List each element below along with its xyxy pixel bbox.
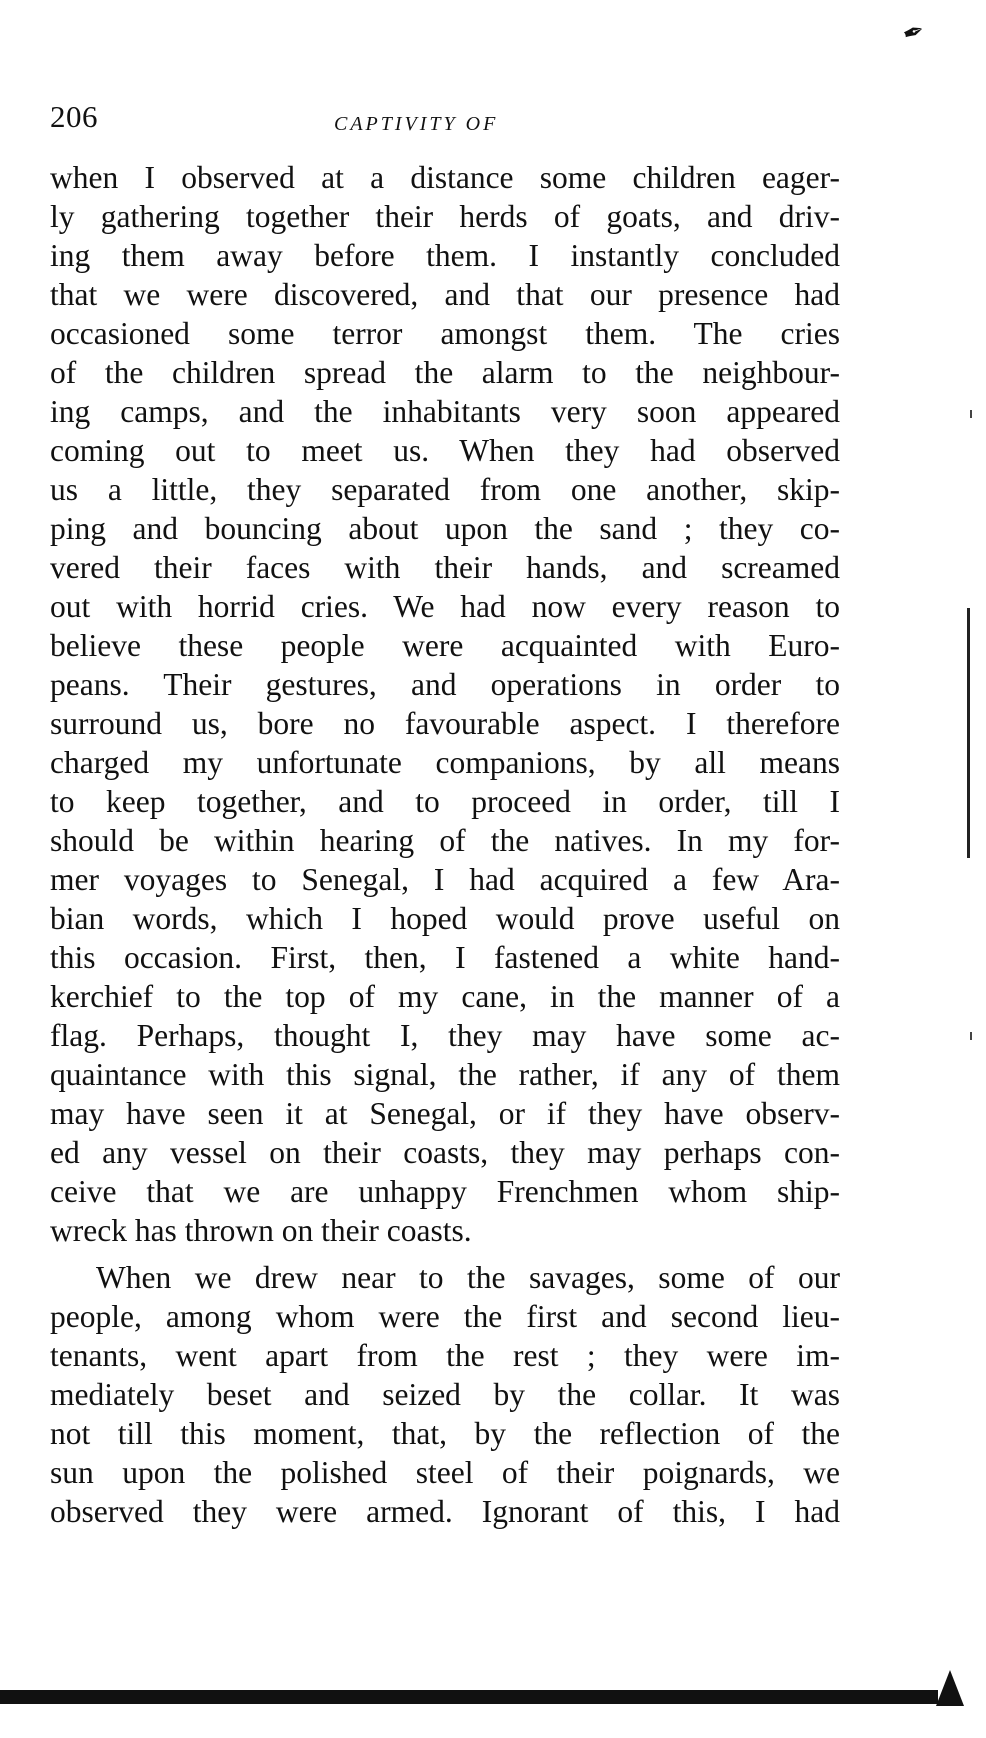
page-number: 206 — [50, 99, 98, 134]
text-line: ing camps, and the inhabitants very soon appeared — [50, 394, 840, 429]
margin-speck — [970, 1032, 972, 1040]
text-line: sun upon the polished steel of their poignards, we — [50, 1455, 840, 1490]
text-line: mer voyages to Senegal, I had acquired a few Ara- — [50, 862, 840, 897]
text-line: ping and bouncing about upon the sand ; they co- — [50, 511, 840, 546]
text-line: not till this moment, that, by the reflection of the — [50, 1416, 840, 1451]
paragraph-gap — [50, 1250, 840, 1258]
text-line: When we drew near to the savages, some of our — [96, 1260, 840, 1295]
page-edge-rule — [0, 1690, 938, 1704]
text-line: coming out to meet us. When they had observed — [50, 433, 840, 468]
text-line: vered their faces with their hands, and screamed — [50, 550, 840, 585]
text-line: peans. Their gestures, and operations in order to — [50, 667, 840, 702]
text-line: people, among whom were the first and second lieu- — [50, 1299, 840, 1334]
text-line: this occasion. First, then, I fastened a white hand- — [50, 940, 840, 975]
text-line: of the children spread the alarm to the neighbour- — [50, 355, 840, 390]
text-line: when I observed at a distance some children eager- — [50, 160, 840, 195]
text-line: that we were discovered, and that our presence had — [50, 277, 840, 312]
text-line: should be within hearing of the natives. In my for- — [50, 823, 840, 858]
text-line: may have seen it at Senegal, or if they have observ- — [50, 1096, 840, 1131]
text-line: ing them away before them. I instantly concluded — [50, 238, 840, 273]
text-line: kerchief to the top of my cane, in the manner of a — [50, 979, 840, 1014]
text-line: ceive that we are unhappy Frenchmen whom ship- — [50, 1174, 840, 1209]
text-line: flag. Perhaps, thought I, they may have some ac- — [50, 1018, 840, 1053]
text-line: observed they were armed. Ignorant of this, I had — [50, 1494, 840, 1529]
corner-ink-mark: ✒ — [898, 15, 929, 50]
text-line: wreck has thrown on their coasts. — [50, 1213, 472, 1248]
body-text — [50, 158, 840, 1531]
page-edge-mark — [936, 1670, 964, 1706]
text-line: ed any vessel on their coasts, they may perhaps con- — [50, 1135, 840, 1170]
text-line: believe these people were acquainted with Euro- — [50, 628, 840, 663]
margin-scan-line — [967, 608, 970, 858]
paragraph-2 — [50, 1258, 840, 1531]
running-title: CAPTIVITY OF — [334, 113, 499, 135]
text-line: ly gathering together their herds of goats, and driv- — [50, 199, 840, 234]
text-line: quaintance with this signal, the rather, if any of them — [50, 1057, 840, 1092]
text-line: bian words, which I hoped would prove useful on — [50, 901, 840, 936]
text-line: tenants, went apart from the rest ; they were im- — [50, 1338, 840, 1373]
margin-speck — [970, 410, 972, 418]
text-line: out with horrid cries. We had now every reason to — [50, 589, 840, 624]
text-line: charged my unfortunate companions, by all means — [50, 745, 840, 780]
text-line: to keep together, and to proceed in order, till I — [50, 784, 840, 819]
paragraph-1 — [50, 158, 840, 1250]
text-line: occasioned some terror amongst them. The cries — [50, 316, 840, 351]
text-line: mediately beset and seized by the collar. It was — [50, 1377, 840, 1412]
text-line: us a little, they separated from one another, skip- — [50, 472, 840, 507]
text-line: surround us, bore no favourable aspect. I therefore — [50, 706, 840, 741]
